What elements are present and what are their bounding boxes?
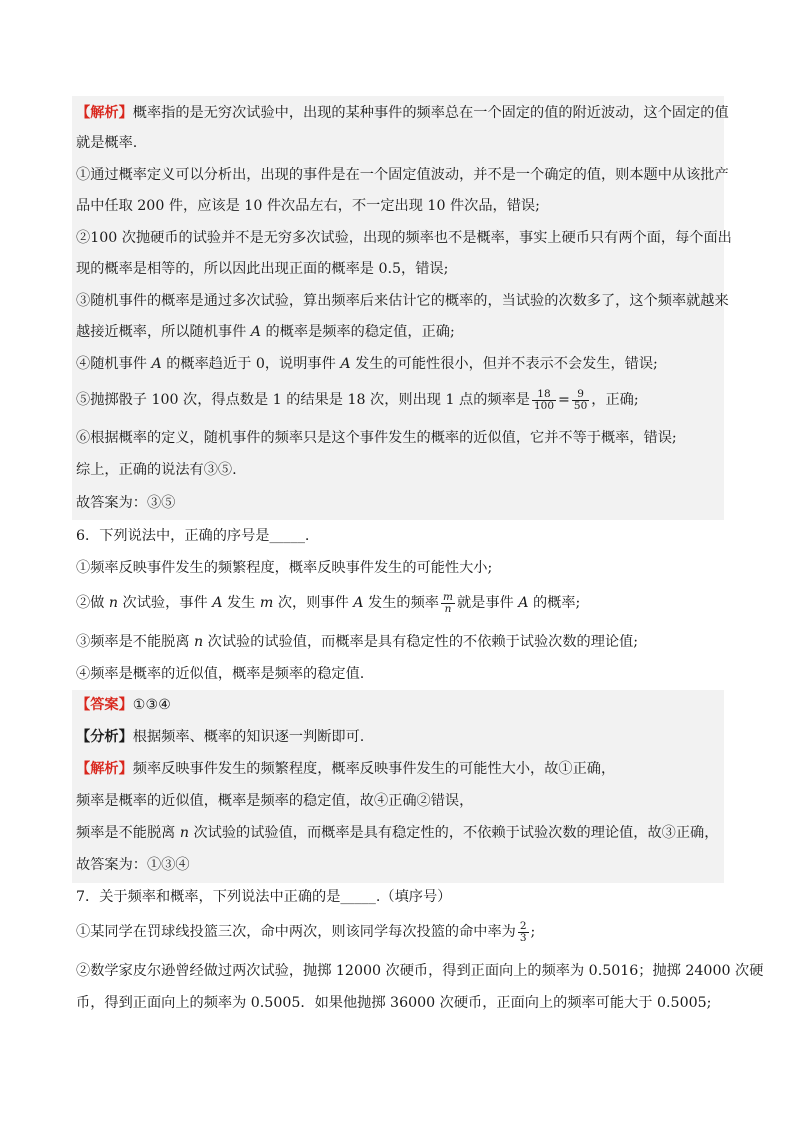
q6-fenxi: 【分析】根据频率、概率的知识逐一判断即可. [76,729,365,745]
q6-option-3: ③频率是不能脱离 n 次试验的试验值，而概率是具有稳定性的不依赖于试验次数的理论值; [76,634,639,650]
q7-stem: 7．关于频率和概率，下列说法中正确的是_____.（填序号） [76,889,452,905]
fraction-18-100: $\frac{18}{100}$ [533,387,555,412]
q5-line-1: 【解析】概率指的是无穷次试验中，出现的某种事件的频率总在一个固定的值的附近波动，这个固定的值 [76,105,729,121]
q7-option-2-line-1: ②数学家皮尔逊曾经做过两次试验，抛掷 12000 次硬币，得到正面向上的频率为 0.5016；抛掷 24000 次硬 [76,963,764,979]
analysis-tag: 【解析】 [76,105,133,121]
fraction-m-n: $\frac{m}{n}$ [442,590,453,615]
q5-line-12: 综上，正确的说法有③⑤. [76,462,237,478]
fraction-2-3: $\frac{2}{3}$ [519,919,527,944]
fenxi-tag: 【分析】 [76,729,133,745]
q6-stem: 6．下列说法中，正确的序号是_____. [76,528,310,544]
q5-line-3: ①通过概率定义可以分析出，出现的事件是在一个固定值波动，并不是一个确定的值，则本题中从该批产 [76,167,729,183]
q5-line-11: ⑥根据概率的定义，随机事件的频率只是这个事件发生的概率的近似值，它并不等于概率，错误; [76,430,677,446]
answer-tag: 【答案】 [76,697,133,713]
q5-line-5: ②100 次抛硬币的试验并不是无穷多次试验，出现的频率也不是概率，事实上硬币只有两个面，每个面出 [76,230,732,246]
q5-line-13: 故答案为：③⑤ [76,495,176,511]
q5-line-9: ④随机事件 A 的概率趋近于 0，说明事件 A 发生的可能性很小，但并不表示不会发生，错误; [76,356,658,372]
q6-option-4: ④频率是概率的近似值，概率是频率的稳定值. [76,666,365,682]
q6-jiexi-4: 故答案为：①③④ [76,857,190,873]
q6-jiexi-3: 频率是不能脱离 n 次试验的试验值，而概率是具有稳定性的，不依赖于试验次数的理论值，故③正确， [76,825,719,841]
q6-option-1: ①频率反映事件发生的频繁程度，概率反映事件发生的可能性大小; [76,560,493,576]
q5-line-6: 现的概率是相等的，所以因此出现正面的概率是 0.5，错误; [76,261,449,277]
answer-block-q6 [72,690,724,883]
fraction-9-50: $\frac{9}{50}$ [573,387,588,412]
q5-line-4: 品中任取 200 件，应该是 10 件次品左右，不一定出现 10 件次品，错误; [76,198,540,214]
q6-option-2: ②做 n 次试验，事件 A 发生 m 次，则事件 A 发生的频率 $\frac{m}{n}$ 就是事件 A 的概率; [76,590,581,615]
q7-option-1: ①某同学在罚球线投篮三次，命中两次，则该同学每次投篮的命中率为 $\frac{2}{3}$ ; [76,919,536,944]
jiexi-tag: 【解析】 [76,761,133,777]
q7-option-2-line-2: 币，得到正面向上的频率为 0.5005．如果他抛掷 36000 次硬币，正面向上的频率可能大于 0.5005; [76,995,712,1011]
q6-jiexi-2: 频率是概率的近似值，概率是频率的稳定值，故④正确②错误， [76,793,474,809]
q6-jiexi-1: 【解析】频率反映事件发生的频繁程度，概率反映事件发生的可能性大小，故①正确， [76,761,616,777]
q5-line-8: 越接近概率，所以随机事件 A 的概率是频率的稳定值，正确; [76,324,455,340]
q5-line-10: ⑤抛掷骰子 100 次，得点数是 1 的结果是 18 次，则出现 1 点的频率是 $\frac{18}{100}$ = $\frac{9}{50}$ ，正确; [76,387,639,412]
q5-line-2: 就是概率. [76,135,138,151]
q6-answer: 【答案】①③④ [76,697,171,713]
q5-line-7: ③随机事件的概率是通过多次试验，算出频率后来估计它的概率的，当试验的次数多了，这个频率就越来 [76,293,729,309]
